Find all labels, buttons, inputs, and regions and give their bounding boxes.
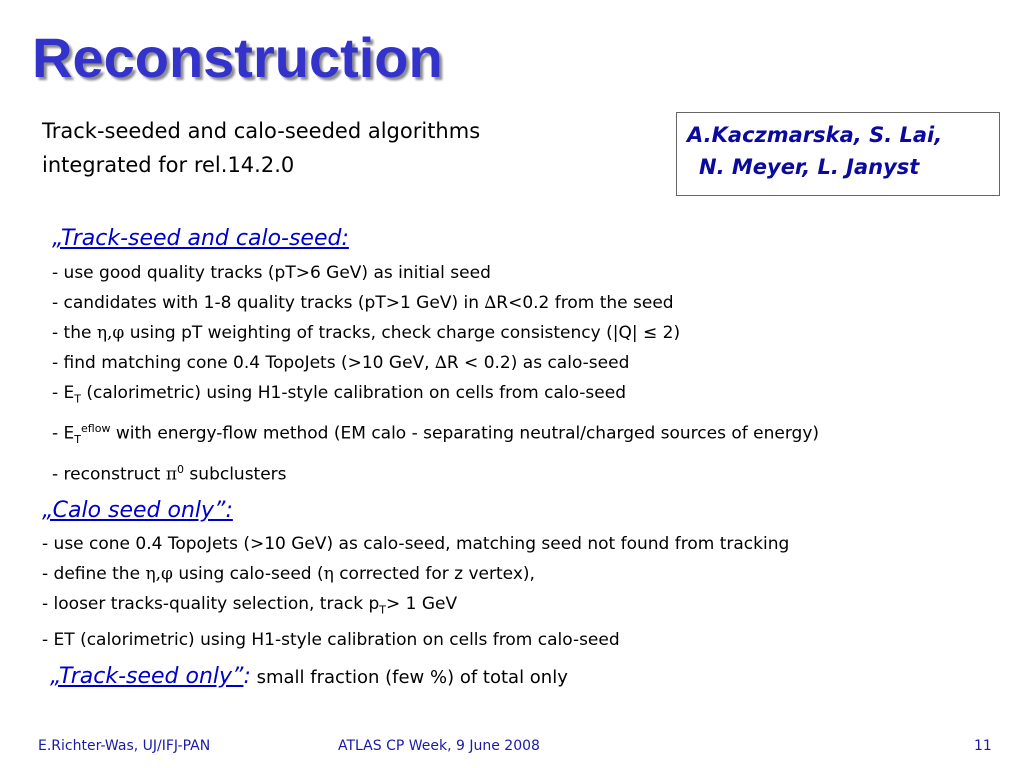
list-item: - find matching cone 0.4 TopoJets (>10 GeV, ∆R < 0.2) as calo-seed xyxy=(52,353,630,373)
page-number: 11 xyxy=(974,738,992,754)
authors-box xyxy=(676,112,1000,196)
section-track-seed-only xyxy=(50,664,568,689)
list-item: - $E_T^{eflow}$ with energy-flow method (EM calo - separating neutral/charged sources of energy) xyxy=(52,422,820,447)
list-item: - the η,φ using pT weighting of tracks, check charge consistency (|Q| ≤ 2) xyxy=(52,323,681,343)
slide-title: Reconstruction xyxy=(32,26,443,89)
list-item: - define the η,φ using calo-seed (η corrected for z vertex), xyxy=(42,564,535,584)
footer-author: E.Richter-Was, UJ/IFJ-PAN xyxy=(38,738,211,754)
list-item: - use good quality tracks (pT>6 GeV) as initial seed xyxy=(52,263,491,283)
section-calo-seed-only-list xyxy=(42,529,789,655)
list-item: - use cone 0.4 TopoJets (>10 GeV) as calo-seed, matching seed not found from tracking xyxy=(42,534,790,554)
section-track-seed-only-text: small fraction (few %) of total only xyxy=(250,667,568,688)
authors-line-2: N. Meyer, L. Janyst xyxy=(699,155,920,179)
intro-line-2: integrated for rel.14.2.0 xyxy=(42,153,295,177)
section-track-seed-only-heading: „Track-seed only” xyxy=(50,664,244,689)
intro-text xyxy=(42,114,480,182)
section-track-calo-seed-list xyxy=(52,258,819,490)
list-item: - $E_T$ (calorimetric) using H1-style calibration on cells from calo-seed xyxy=(52,383,626,406)
authors-line-1: A.Kaczmarska, S. Lai, xyxy=(687,123,943,147)
section-track-calo-seed-heading: „Track-seed and calo-seed: xyxy=(52,226,349,251)
list-item: - reconstruct $\pi^0$ subclusters xyxy=(52,463,287,486)
list-item: - ET (calorimetric) using H1-style calibration on cells from calo-seed xyxy=(42,630,620,651)
footer-event: ATLAS CP Week, 9 June 2008 xyxy=(338,738,540,754)
section-calo-seed-only-heading: „Calo seed only”: xyxy=(42,498,233,523)
list-item: - looser tracks-quality selection, track $p_T> 1$ GeV xyxy=(42,594,458,617)
intro-line-1: Track-seeded and calo-seeded algorithms xyxy=(42,119,481,143)
section-track-seed-only-colon: : xyxy=(243,664,251,689)
list-item: - candidates with 1-8 quality tracks (pT>1 GeV) in ∆R<0.2 from the seed xyxy=(52,293,674,313)
